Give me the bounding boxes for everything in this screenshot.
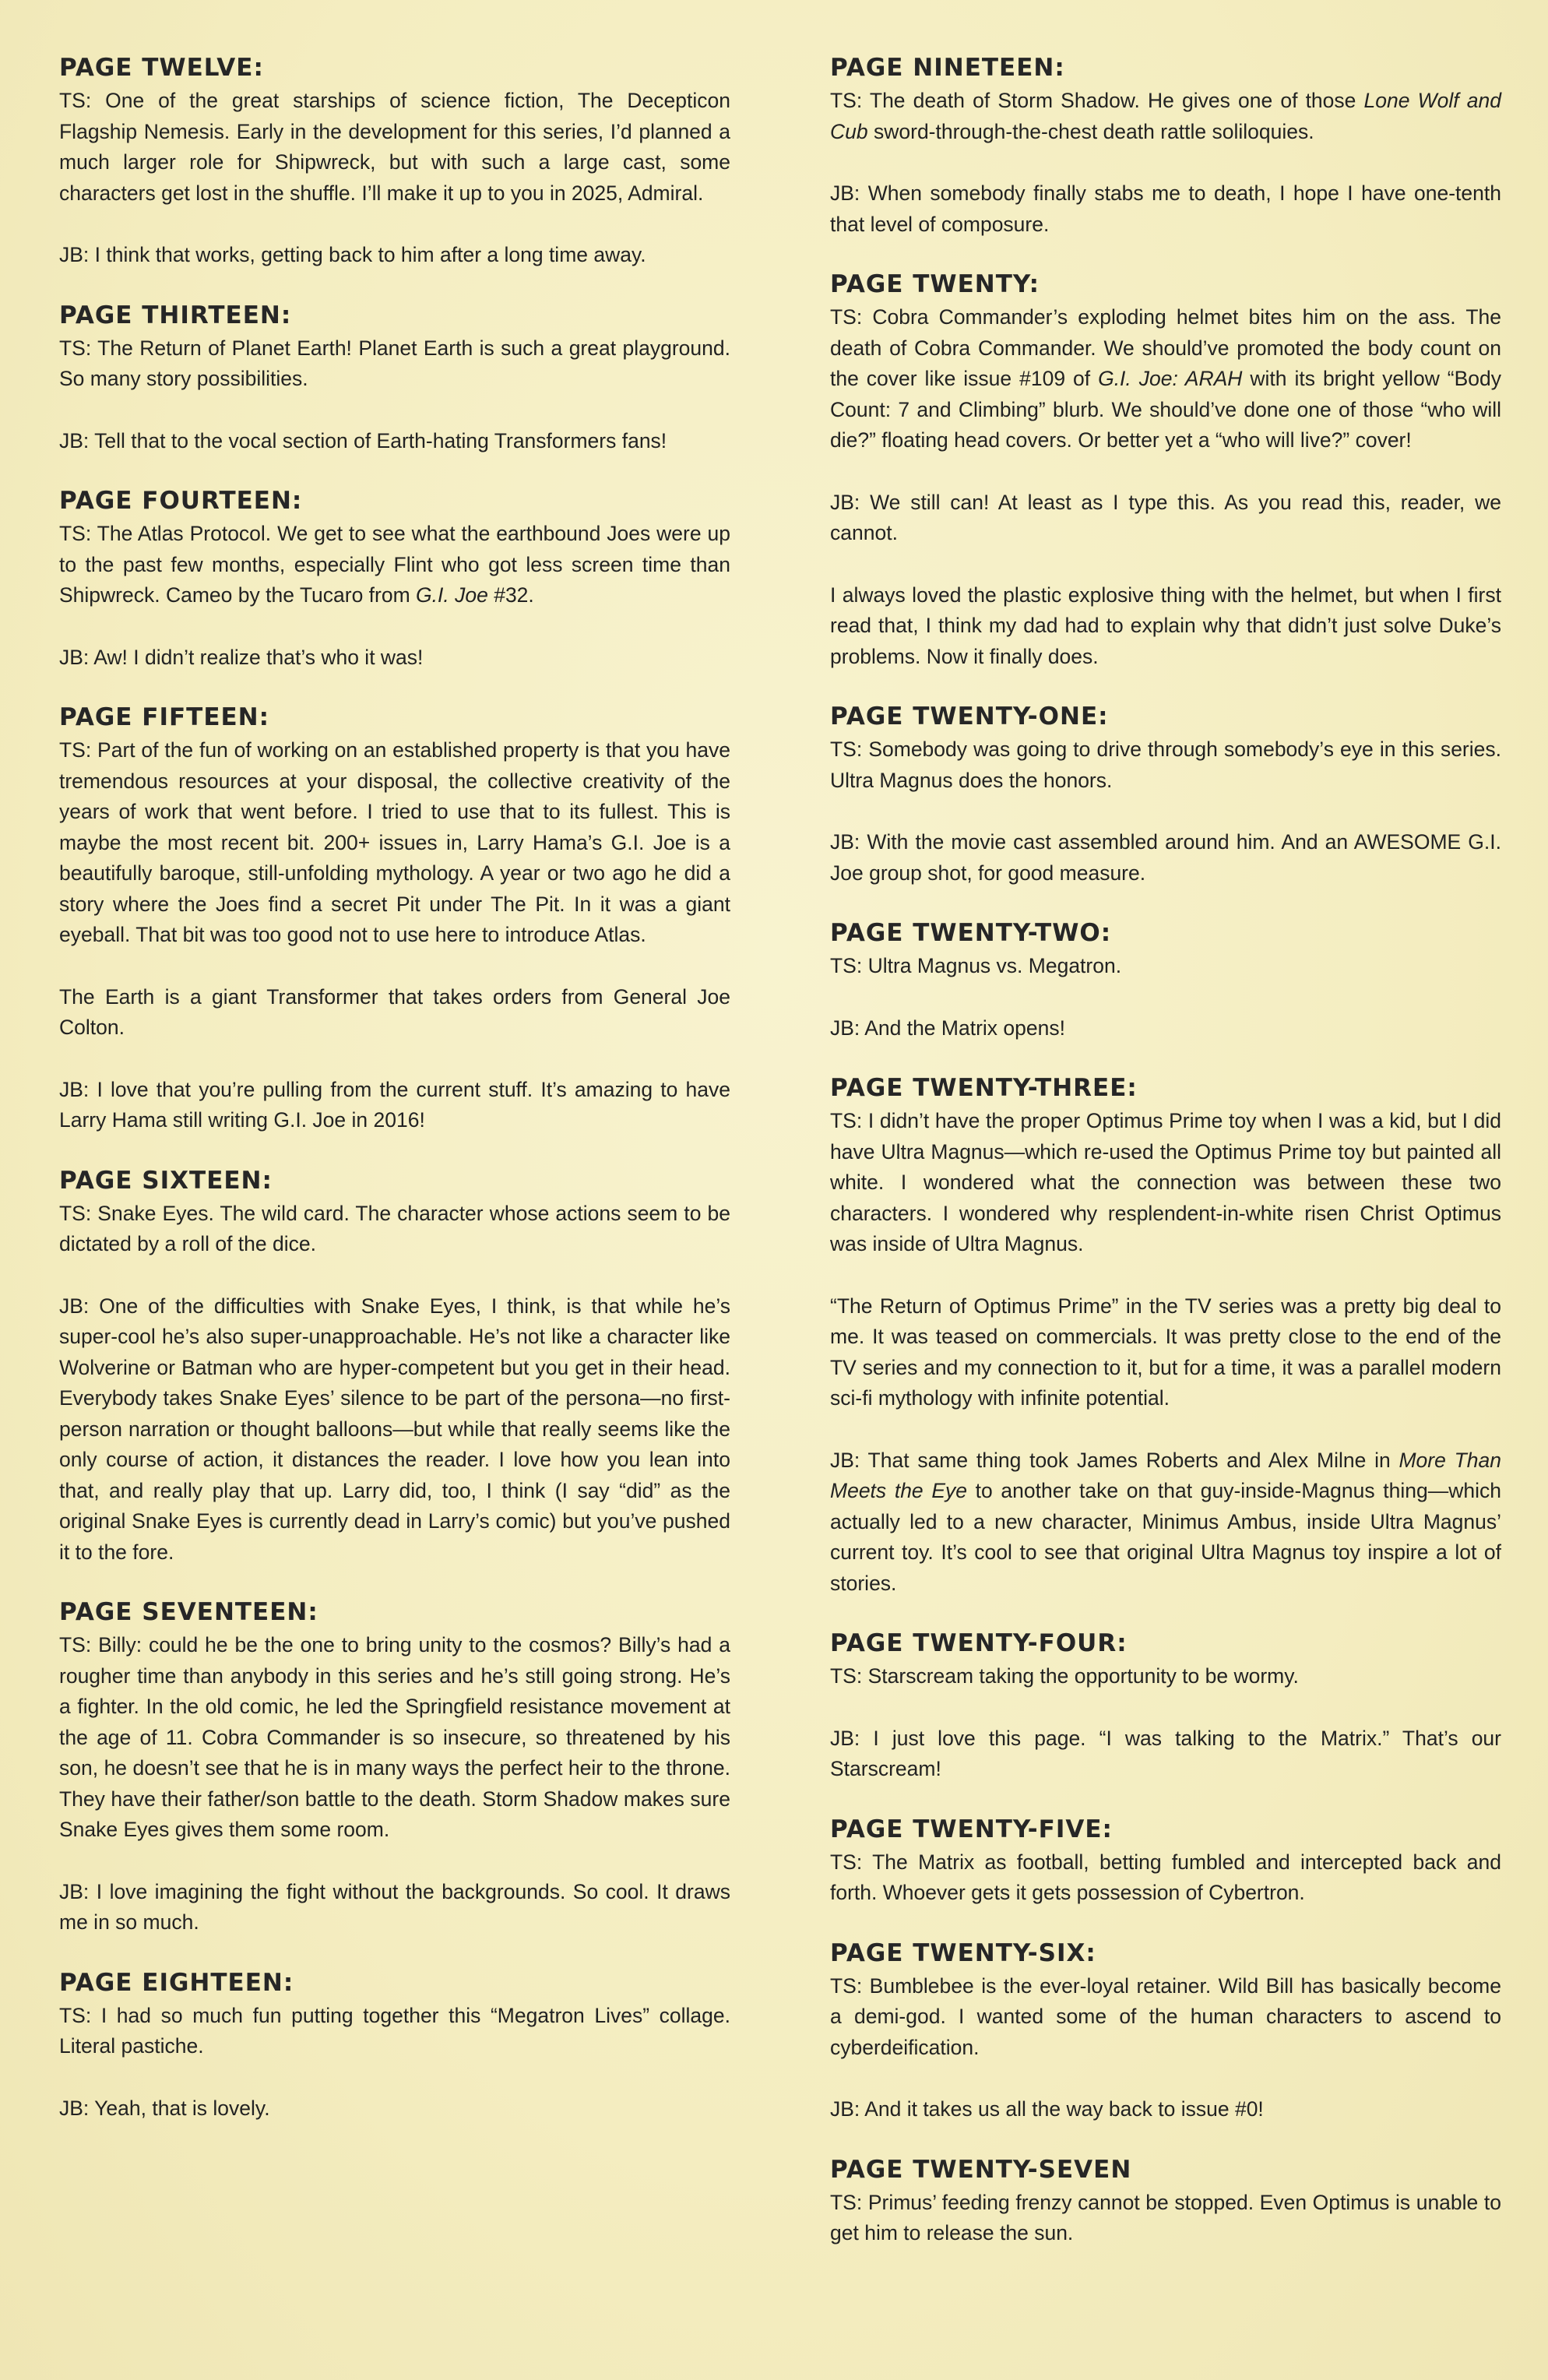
paragraph [59, 240, 730, 271]
paragraph-text: JB: I just love this page. “I was talking to the Matrix.” That’s our Starscream! [830, 1726, 1501, 1780]
section-heading: PAGE TWELVE: [59, 54, 264, 82]
paragraph-text: JB: That same thing took James Roberts and Alex Milne in [830, 1448, 1399, 1472]
paragraph-text: JB: Tell that to the vocal section of Earth-hating Transformers fans! [59, 428, 667, 452]
paragraph [830, 1847, 1501, 1909]
paragraph [830, 1013, 1501, 1044]
section-heading: PAGE TWENTY-FIVE: [830, 1815, 1113, 1843]
paragraph-text: TS: Primus’ feeding frenzy cannot be stopped. Even Optimus is unable to get him to release the sun. [830, 2190, 1501, 2244]
section-page-twenty-one [830, 702, 1501, 889]
section-heading: PAGE TWENTY: [830, 270, 1040, 298]
paragraph [830, 1723, 1501, 1785]
section-page-twenty [830, 269, 1501, 672]
paragraph [59, 333, 730, 395]
paragraph-text: The Earth is a giant Transformer that takes orders from General Joe Colton. [59, 984, 730, 1039]
section-heading: PAGE FOURTEEN: [59, 487, 303, 515]
section-page-twenty-five [830, 1815, 1501, 1909]
section-page-sixteen [59, 1166, 730, 1568]
paragraph-text: JB: And the Matrix opens! [830, 1016, 1065, 1040]
paragraph-text: to another take on that guy-inside-Magnus thing—which actually led to a new character, Minimus Ambus, inside Ultra Magnus’ current toy. It’s cool to see that original Ultra Magnus toy inspire a lot of stories. [830, 1479, 1502, 1595]
paragraph-text: TS: Cobra Commander’s exploding helmet bites him on the ass. The death of Cobra Commander. We should’ve promoted the body count on the cover like issue #109 of [830, 305, 1501, 390]
section-page-twenty-six [830, 1938, 1501, 2125]
paragraph-text: JB: With the movie cast assembled around him. And an AWESOME G.I. Joe group shot, for good measure. [830, 830, 1501, 885]
section-heading: PAGE TWENTY-ONE: [830, 702, 1109, 731]
italic-title-text: Lone Wolf and Cub [830, 89, 1501, 143]
paragraph-text: TS: The Atlas Protocol. We get to see what the earthbound Joes were up to the past few months, especially Flint who got less screen time than Shipwreck. Cameo by the Tucaro from [59, 522, 730, 607]
paragraph-text: JB: And it takes us all the way back to issue #0! [830, 2097, 1264, 2121]
paragraph-text: TS: The Matrix as football, betting fumbled and intercepted back and forth. Whoever gets it gets possession of Cybertron. [830, 1850, 1501, 1904]
paragraph [59, 1075, 730, 1136]
paragraph-text: JB: One of the difficulties with Snake Eyes, I think, is that while he’s super-cool he’s also super-unapproachable. He’s not like a character like Wolverine or Batman who are hyper-competent but you get in their head. Everybody takes Snake Eyes’ silence to be part of the persona—no first-person narration or thought balloons—but while that really seems like the only course of action, it distances the reader. I love how you lean into that, and really play that up. Larry did, too, I think (I say “did” as the original Snake Eyes is currently dead in Larry’s comic) but you’ve pushed it to the fore. [59, 1294, 730, 1564]
paragraph-text: TS: One of the great starships of science fiction, The Decepticon Flagship Nemesis. Early in the development for this series, I’d planned a much larger role for Shipwreck, but with such a large cast, some characters get lost in the shuffle. I’ll make it up to you in 2025, Admiral. [59, 89, 730, 205]
paragraph [830, 302, 1501, 456]
section-page-twenty-two [830, 918, 1501, 1044]
paragraph-text: with its bright yellow “Body Count: 7 and Climbing” blurb. We should’ve done one of those “who will die?” floating head covers. Or better yet a “who will live?” cover! [830, 367, 1502, 452]
paragraph [59, 519, 730, 611]
paragraph [59, 1199, 730, 1260]
paragraph [59, 2093, 730, 2125]
italic-title-text: G.I. Joe: ARAH [1098, 367, 1243, 390]
section-heading: PAGE TWENTY-THREE: [830, 1074, 1138, 1102]
paragraph-text: TS: Billy: could he be the one to bring unity to the cosmos? Billy’s had a rougher time than anybody in this series and he’s still going strong. He’s a fighter. In the old comic, he led the Springfield resistance movement at the age of 11. Cobra Commander is so insecure, so threatened by his son, he doesn’t see that he is in many ways the perfect heir to the throne. They have their father/son battle to the death. Storm Shadow makes sure Snake Eyes gives them some room. [59, 1633, 730, 1841]
paragraph [59, 982, 730, 1044]
section-heading: PAGE TWENTY-FOUR: [830, 1629, 1128, 1657]
paragraph-text: TS: I didn’t have the proper Optimus Prime toy when I was a kid, but I did have Ultra Magnus—which re-used the Optimus Prime toy but painted all white. I wondered what the connection was between these two characters. I wondered why resplendent-in-white risen Christ Optimus was inside of Ultra Magnus. [830, 1109, 1501, 1255]
paragraph [830, 1971, 1501, 2064]
paragraph [830, 734, 1501, 796]
section-page-eighteen [59, 1968, 730, 2125]
paragraph-text: TS: Bumblebee is the ever-loyal retainer. Wild Bill has basically become a demi-god. I wanted some of the human characters to ascend to cyberdeification. [830, 1973, 1501, 2059]
section-heading: PAGE FIFTEEN: [59, 703, 270, 731]
paragraph [830, 1291, 1501, 1414]
paragraph [59, 1877, 730, 1938]
paragraph [59, 1291, 730, 1568]
paragraph-text: JB: We still can! At least as I type this. As you read this, reader, we cannot. [830, 490, 1501, 544]
paragraph [59, 735, 730, 951]
section-heading: PAGE SEVENTEEN: [59, 1598, 318, 1626]
paragraph [830, 1445, 1501, 1600]
paragraph [830, 86, 1501, 147]
paragraph [830, 488, 1501, 549]
paragraph-text: TS: Ultra Magnus vs. Megatron. [830, 954, 1122, 977]
paragraph-text: TS: Part of the fun of working on an established property is that you have tremendous resources at your disposal, the collective creativity of the years of work that went before. I tried to use that to its fullest. This is maybe the most recent bit. 200+ issues in, Larry Hama’s G.I. Joe is a beautifully baroque, still-unfolding mythology. A year or two ago he did a story where the Joes find a secret Pit under The Pit. In it was a giant eyeball. That bit was too good not to use here to introduce Atlas. [59, 738, 730, 946]
section-page-nineteen [830, 53, 1501, 240]
paragraph [59, 2001, 730, 2062]
paragraph [59, 426, 730, 457]
paragraph [59, 643, 730, 674]
section-heading: PAGE EIGHTEEN: [59, 1968, 294, 1997]
section-heading: PAGE NINETEEN: [830, 54, 1065, 82]
left-column [59, 53, 730, 2380]
paragraph [830, 827, 1501, 889]
section-heading: PAGE TWENTY-SIX: [830, 1938, 1096, 1967]
paragraph-text: TS: Somebody was going to drive through somebody’s eye in this series. Ultra Magnus does the honors. [830, 738, 1501, 792]
paragraph [830, 580, 1501, 673]
section-page-fifteen [59, 702, 730, 1136]
section-page-twenty-four [830, 1628, 1501, 1785]
paragraph-text: “The Return of Optimus Prime” in the TV series was a pretty big deal to me. It was teased on commercials. It was pretty close to the end of the TV series and my connection to it, but for a time, it was a parallel modern sci-fi mythology with infinite potential. [830, 1294, 1501, 1410]
paragraph [59, 86, 730, 209]
section-heading: PAGE SIXTEEN: [59, 1166, 273, 1195]
paragraph [830, 2188, 1501, 2249]
paragraph-text: TS: Starscream taking the opportunity to be wormy. [830, 1664, 1299, 1688]
paragraph-text: JB: I love imagining the fight without the backgrounds. So cool. It draws me in so much. [59, 1879, 730, 1934]
paragraph-text: TS: The death of Storm Shadow. He gives one of those [830, 89, 1364, 112]
italic-title-text: G.I. Joe [416, 583, 488, 607]
paragraph-text: JB: Yeah, that is lovely. [59, 2096, 270, 2120]
paragraph-text: TS: Snake Eyes. The wild card. The character whose actions seem to be dictated by a roll of the dice. [59, 1201, 730, 1255]
section-heading: PAGE THIRTEEN: [59, 301, 292, 329]
section-heading: PAGE TWENTY-SEVEN [830, 2155, 1132, 2184]
paragraph [830, 2094, 1501, 2125]
paragraph-text: JB: Aw! I didn’t realize that’s who it was! [59, 645, 424, 669]
section-page-seventeen [59, 1597, 730, 1938]
paragraph [830, 1106, 1501, 1260]
paragraph [830, 1661, 1501, 1692]
paragraph-text: JB: I love that you’re pulling from the current stuff. It’s amazing to have Larry Hama still writing G.I. Joe in 2016! [59, 1077, 730, 1132]
paragraph-text: JB: I think that works, getting back to him after a long time away. [59, 243, 646, 266]
section-heading: PAGE TWENTY-TWO: [830, 919, 1112, 947]
italic-title-text: More Than Meets the Eye [830, 1448, 1501, 1502]
paragraph-text: TS: The Return of Planet Earth! Planet Earth is such a great playground. So many story possibilities. [59, 336, 730, 390]
paragraph-text: #32. [487, 583, 534, 607]
paragraph-text: sword-through-the-chest death rattle soliloquies. [867, 119, 1314, 143]
section-page-twelve [59, 53, 730, 271]
paragraph [59, 1630, 730, 1846]
section-page-twenty-three [830, 1073, 1501, 1599]
section-page-twenty-seven [830, 2155, 1501, 2249]
section-page-fourteen [59, 486, 730, 673]
paragraph-text: TS: I had so much fun putting together this “Megatron Lives” collage. Literal pastiche. [59, 2003, 730, 2058]
paragraph-text: I always loved the plastic explosive thing with the helmet, but when I first read that, I think my dad had to explain why that didn’t just solve Duke’s problems. Now it finally does. [830, 583, 1501, 668]
paragraph [830, 951, 1501, 982]
right-column [830, 53, 1501, 2380]
paragraph [830, 178, 1501, 240]
paragraph-text: JB: When somebody finally stabs me to death, I hope I have one-tenth that level of composure. [830, 181, 1501, 236]
section-page-thirteen [59, 301, 730, 457]
